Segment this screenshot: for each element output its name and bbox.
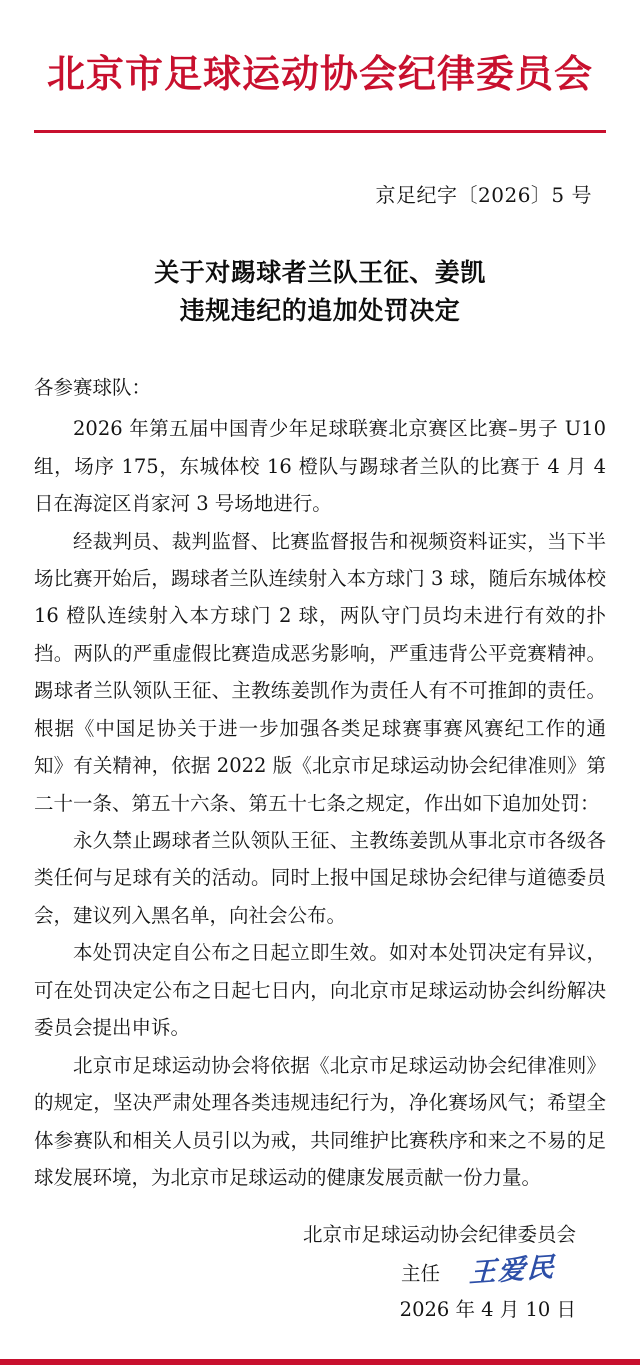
page-title-line-1: 关于对踢球者兰队王征、姜凯 bbox=[154, 257, 486, 287]
body-paragraph: 本处罚决定自公布之日起立即生效。如对本处罚决定有异议，可在处罚决定公布之日起七日内，向北京市足球运动协会纠纷解决委员会提出申诉。 bbox=[34, 941, 606, 1040]
document-number: 京足纪字〔2026〕5 号 bbox=[375, 182, 592, 207]
page-title bbox=[34, 254, 606, 332]
body-paragraph: 经裁判员、裁判监督、比赛监督报告和视频资料证实，当下半场比赛开始后，踢球者兰队连续射入本方球门 3 球，随后东城体校 16 橙队连续射入本方球门 2 球，两队守门员均未进行有效的扑挡。两队的严重虚假比赛造成恶劣影响，严重违背公平竞赛精神。踢球者兰队领队王征、主教练姜凯作为责任人有不可推卸的责任。根据《中国足协关于进一步加强各类足球赛事赛风赛纪工作的通知》有关精神，依据 2022 版《北京市足球运动协会纪律准则》第二十一条、第五十六条、第五十七条之规定，作出如下追加处罚： bbox=[34, 529, 606, 815]
masthead bbox=[34, 0, 606, 133]
document-number-row bbox=[34, 179, 606, 208]
body-paragraph: 北京市足球运动协会将依据《北京市足球运动协会纪律准则》的规定，坚决严肃处理各类违规违纪行为，净化赛场风气；希望全体参赛队和相关人员引以为戒，共同维护比赛秩序和来之不易的足球发展环境，为北京市足球运动的健康发展贡献一份力量。 bbox=[34, 1053, 606, 1189]
issuing-organization-title: 北京市足球运动协会纪律委员会 bbox=[46, 51, 593, 96]
signature-role-row bbox=[34, 1253, 576, 1291]
document-body bbox=[34, 410, 606, 1196]
signature-role-label: 主任 bbox=[400, 1261, 440, 1285]
handwritten-signature: 王爱民 bbox=[468, 1251, 557, 1289]
signature-organization: 北京市足球运动协会纪律委员会 bbox=[302, 1223, 576, 1247]
body-paragraph: 2026 年第五届中国青少年足球联赛北京赛区比赛–男子 U10 组，场序 175，东城体校 16 橙队与踢球者兰队的比赛于 4 月 4 日在海淀区肖家河 3 号场地进行。 bbox=[34, 417, 606, 516]
page-title-line-2: 违规违纪的追加处罚决定 bbox=[179, 296, 461, 326]
bottom-accent-bar bbox=[0, 1359, 640, 1365]
body-paragraph: 永久禁止踢球者兰队领队王征、主教练姜凯从事北京市各级各类任何与足球有关的活动。同时上报中国足球协会纪律与道德委员会，建议列入黑名单，向社会公布。 bbox=[34, 829, 606, 927]
masthead-divider bbox=[34, 130, 606, 133]
signature-block bbox=[34, 1218, 606, 1326]
signature-date: 2026 年 4 月 10 日 bbox=[399, 1297, 576, 1321]
salutation: 各参赛球队： bbox=[34, 376, 152, 400]
